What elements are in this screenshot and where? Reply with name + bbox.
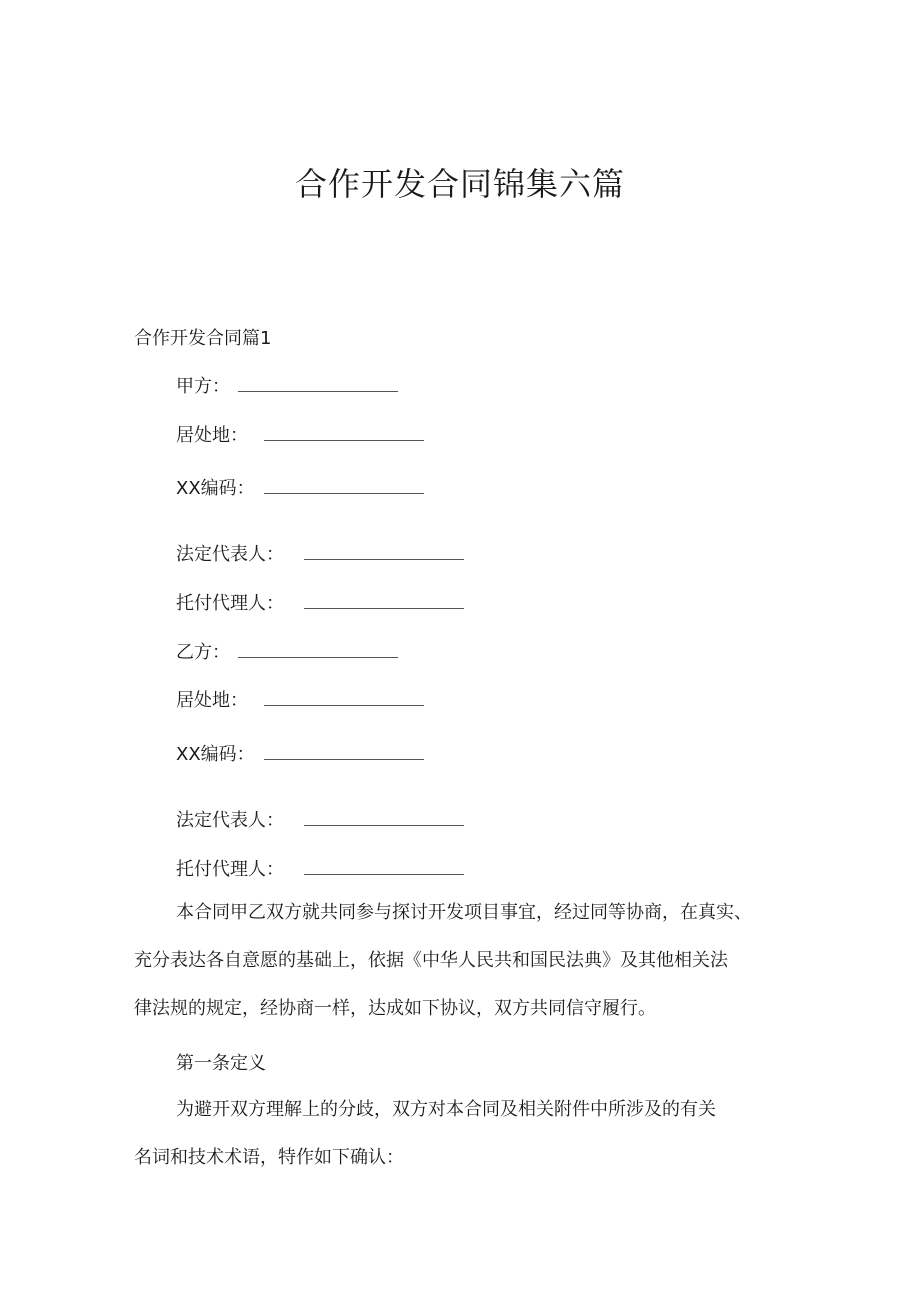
legal-rep-a-label: 法定代表人： [176,544,284,565]
code-b-label: XX编码： [176,744,255,765]
address-a-blank-line [264,440,424,441]
legal-rep-a-blank-line [304,559,464,560]
article-1-line-1: 为避开双方理解上的分歧，双方对本合同及相关附件中所涉及的有关 [176,1099,716,1120]
party-a-field [176,372,230,398]
party-a-label: 甲方： [176,376,230,397]
legal-rep-b-field [176,806,284,832]
article-1-paragraph [134,1086,798,1182]
legal-rep-b-label: 法定代表人： [176,810,284,831]
preamble-line-1: 本合同甲乙双方就共同参与探讨开发项目事宜，经过同等协商，在真实、 [176,902,752,923]
party-a-blank-line [238,391,398,392]
code-a-blank-line [264,493,424,494]
document-title: 合作开发合同锦集六篇 [294,165,625,204]
code-a-label: XX编码： [176,478,255,499]
agent-b-field [176,855,284,881]
section-heading: 合作开发合同篇1 [134,328,272,349]
preamble-line-2: 充分表达各自意愿的基础上，依据《中华人民共和国民法典》及其他相关法 [134,950,728,971]
agent-a-label: 托付代理人： [176,593,284,614]
agent-a-field [176,589,284,615]
preamble-paragraph [134,889,798,1033]
code-b-blank-line [264,759,424,760]
party-b-label: 乙方： [176,642,230,663]
preamble-line-3: 律法规的规定，经协商一样，达成如下协议，双方共同信守履行。 [134,998,656,1019]
legal-rep-a-field [176,540,284,566]
address-b-label: 居处地： [176,690,248,711]
agent-a-blank-line [304,608,464,609]
agent-b-label: 托付代理人： [176,859,284,880]
legal-rep-b-blank-line [304,825,464,826]
address-a-label: 居处地： [176,425,248,446]
address-b-blank-line [264,705,424,706]
code-b-field [176,740,255,766]
code-a-field [176,474,255,500]
article-1-line-2: 名词和技术术语，特作如下确认： [134,1147,404,1168]
party-b-field [176,638,230,664]
article-1-title: 第一条定义 [176,1053,266,1074]
agent-b-blank-line [304,874,464,875]
party-b-blank-line [238,657,398,658]
address-a-field [176,421,248,447]
address-b-field [176,686,248,712]
